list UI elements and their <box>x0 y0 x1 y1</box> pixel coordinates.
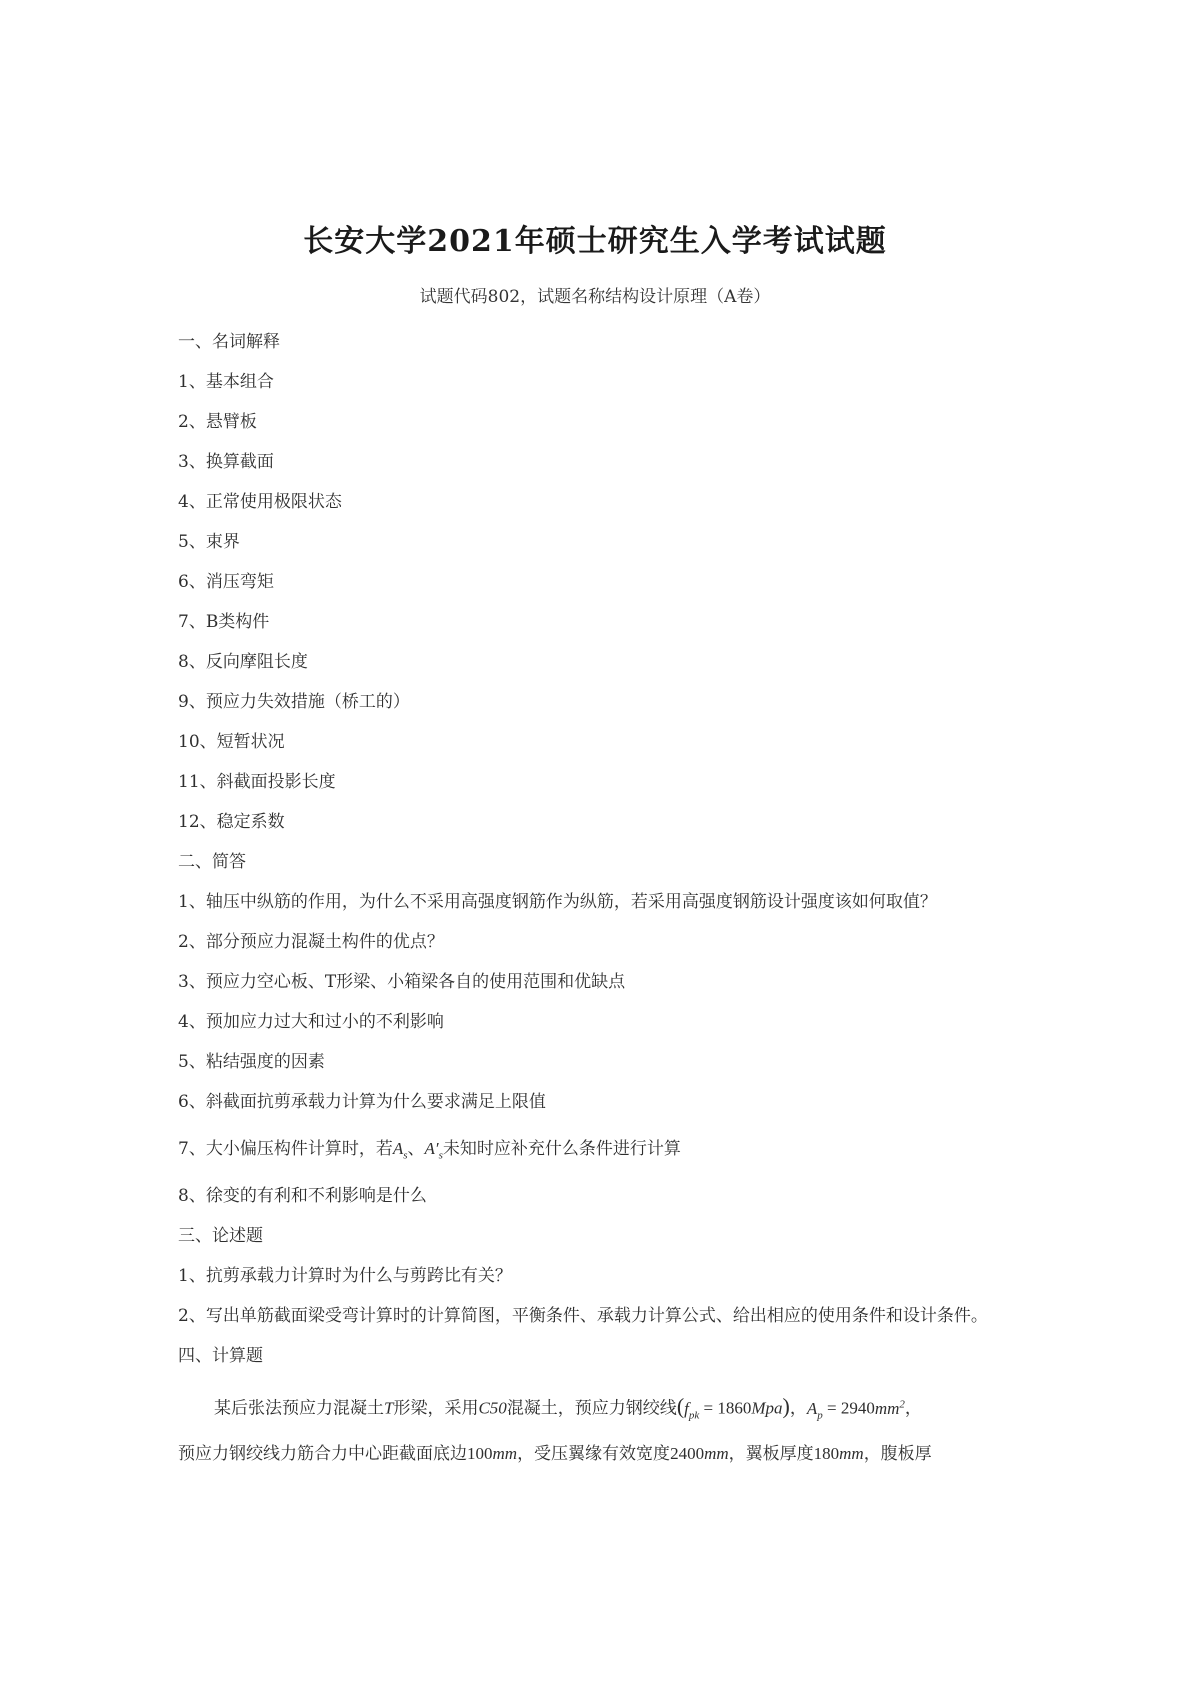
list-item: 2、悬臂板 <box>178 412 257 432</box>
list-item: 4、预加应力过大和过小的不利影响 <box>178 1012 444 1032</box>
list-item: 2、写出单筋截面梁受弯计算时的计算简图，平衡条件、承载力计算公式、给出相应的使用条件和设计条件。 <box>178 1306 988 1326</box>
list-item: 1、抗剪承载力计算时为什么与剪跨比有关？ <box>178 1266 512 1286</box>
list-item: 2、部分预应力混凝土构件的优点？ <box>178 932 444 952</box>
section-heading-essay: 三、论述题 <box>178 1226 263 1246</box>
exam-title: 长安大学2021年硕士研究生入学考试试题 <box>303 224 887 259</box>
section-heading-terms: 一、名词解释 <box>178 332 280 352</box>
list-item: 9、预应力失效措施（桥工的） <box>178 692 410 712</box>
symbol-as-prime: $A'_s$ <box>424 1139 443 1162</box>
list-item: 1、基本组合 <box>178 372 274 392</box>
item-text: 7、大小偏压构件计算时，若 <box>178 1139 393 1159</box>
symbol-fpk: $f_{pk}$ <box>684 1398 700 1422</box>
list-item: 7、B类构件 <box>178 612 270 632</box>
list-item: 6、斜截面抗剪承载力计算为什么要求满足上限值 <box>178 1092 546 1112</box>
list-item: 3、预应力空心板、T形梁、小箱梁各自的使用范围和优缺点 <box>178 972 626 992</box>
list-item: 8、反向摩阻长度 <box>178 652 308 672</box>
unit-mm2: $mm^2$ <box>874 1398 905 1418</box>
symbol-ap: $A_p$ <box>806 1398 823 1422</box>
exam-subtitle: 试题代码802，试题名称结构设计原理（A卷） <box>419 287 771 307</box>
list-item: 10、短暂状况 <box>178 732 285 752</box>
list-item: 6、消压弯矩 <box>178 572 274 592</box>
list-item: 8、徐变的有利和不利影响是什么 <box>178 1186 427 1206</box>
calc-paragraph-line-1: 某后张法预应力混凝土T形梁，采用C50混凝土，预应力钢绞线$(f_{pk} = 1860Mpa)$，$A_p = 2940mm^2$， <box>214 1393 922 1422</box>
list-item-with-formula <box>178 1137 681 1167</box>
list-item: 12、稳定系数 <box>178 812 285 832</box>
list-item: 3、换算截面 <box>178 452 274 472</box>
separator: 、 <box>407 1139 425 1159</box>
list-item: 5、粘结强度的因素 <box>178 1052 325 1072</box>
list-item: 1、轴压中纵筋的作用，为什么不采用高强度钢筋作为纵筋，若采用高强度钢筋设计强度该如何取值？ <box>178 892 937 912</box>
section-heading-calculation: 四、计算题 <box>178 1346 263 1366</box>
calc-paragraph-line-2: 预应力钢绞线力筋合力中心距截面底边100mm，受压翼缘有效宽度2400mm，翼板厚度180mm，腹板厚 <box>178 1444 932 1464</box>
list-item: 4、正常使用极限状态 <box>178 492 342 512</box>
symbol-as: $A_s$ <box>392 1139 408 1162</box>
section-heading-short-answer: 二、简答 <box>178 852 246 872</box>
list-item: 11、斜截面投影长度 <box>178 772 336 792</box>
list-item: 5、束界 <box>178 532 240 552</box>
item-text: 未知时应补充什么条件进行计算 <box>442 1139 681 1159</box>
